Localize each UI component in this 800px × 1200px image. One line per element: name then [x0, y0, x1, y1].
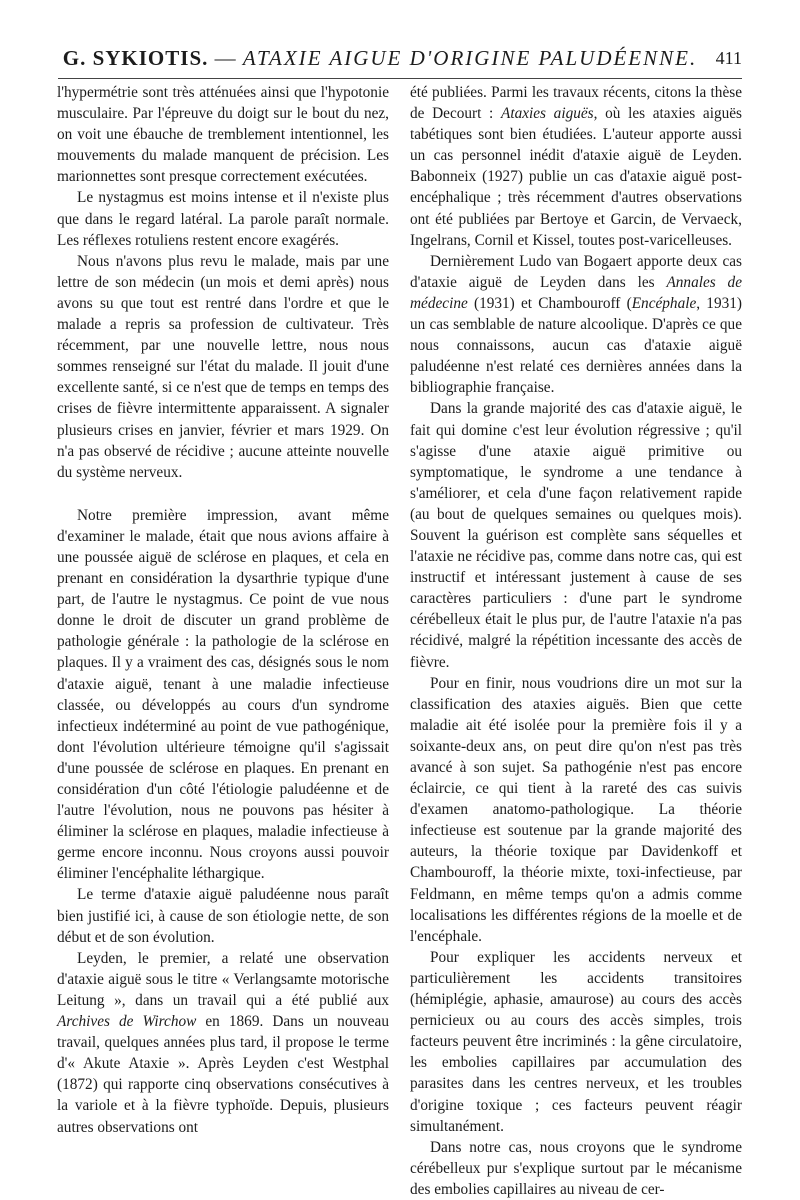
page-number: 411 [715, 48, 742, 68]
paragraph: Dans notre cas, nous croyons que le syndrome cérébelleux pur s'explique surtout par le mécanisme des embolies capillaires au niveau de cer- [410, 1138, 742, 1198]
text-run: , 1931) un cas semblable de nature alcoolique. D'après ce que nous connaissons, aucun cas d'ataxie aiguë paludéenne n'est relaté ces dernières années dans la bibliographie française. [410, 294, 742, 397]
left-column [57, 82, 389, 1138]
right-column [410, 82, 742, 1200]
journal-title: Encéphale [631, 294, 697, 312]
paragraph [57, 948, 389, 1138]
journal-title: Archives de Wirchow [57, 1013, 197, 1031]
paragraph: Le nystagmus est moins intense et il n'existe plus que dans le regard latéral. La parole paraît normale. Les réflexes rotuliens restent encore exagérés. [57, 189, 389, 249]
text-run: (1931) et Chambouroff ( [467, 294, 632, 312]
paragraph: Nous n'avons plus revu le malade, mais par une lettre de son médecin (un mois et demi après) nous avons su que tout est rentré dans l'ordre et que le malade a repris sa profession de cultivateur. Très récemment, par une nouvelle lettre, nous nous sommes renseigné sur l'état du malade. Il jouit d'une excellente santé, si ce n'est que de temps en temps des crises de fièvre intermittente apparaissent. A signaler plusieurs crises en janvier, février et mars 1929. On n'a pas observé de récidive ; aucune atteinte nouvelle du système nerveux. [57, 252, 389, 481]
thesis-title: Ataxies aiguës [500, 105, 594, 123]
text-run: Leyden, le premier, a relaté une observation d'ataxie aiguë sous le titre « Verlangsamte motorische Leitung », dans un travail qui a été publié aux [57, 949, 389, 1009]
paragraph: Pour expliquer les accidents nerveux et particulièrement les accidents transitoires (hémiplégie, aphasie, amaurose) au cours des accès pernicieux ou au cours des accès simples, trois facteurs peuvent être incriminés : la gêne circulatoire, les embolies capillaires par accumulation des parasites dans les centres nerveux, et les troubles d'origine toxique ; ces facteurs peuvent réagir simultanément. [410, 948, 742, 1135]
paragraph [410, 82, 742, 251]
paragraph: Pour en finir, nous voudrions dire un mot sur la classification des ataxies aiguës. Bien que cette maladie ait été isolée pour la première fois il y a soixante-deux ans, on peut dire qu'on n'est pas très avancé à son sujet. Sa pathogénie n'est pas encore éclaircie, ce qui tient à la rareté des cas suivis d'examen anatomo-pathologique. La théorie infectieuse est soutenue par la grande majorité des auteurs, la théorie toxique par Davidenkoff et Chambouroff, la théorie mixte, toxi-infectieuse, par Feldmann, en même temps qu'on a admis comme localisations les différentes régions de la moelle et de l'encéphale. [410, 674, 742, 945]
paragraph: Le terme d'ataxie aiguë paludéenne nous paraît bien justifié ici, à cause de son étiologie nette, de son début et de son évolution. [57, 886, 389, 946]
text-run: Dernièrement Ludo van Bogaert apporte deux cas d'ataxie aiguë de Leyden dans les [410, 252, 742, 291]
journal-title: Annales de médecine [410, 273, 742, 312]
header-dash: — [208, 46, 243, 70]
text-run: , où les ataxies aiguës tabétiques sont bien étudiées. L'auteur apporte aussi un cas personnel inédit d'ataxie aiguë de Leyden. Babonneix (1927) publie un cas d'ataxie aiguë post-encéphalique ; très récemment d'autres observations ont été publiées par Bertoye et Garcin, de Vervaeck, Ingelrans, Cornil et Kissel, toutes post-varicelleuses. [410, 105, 742, 249]
paragraph [410, 251, 742, 399]
paragraph: Notre première impression, avant même d'examiner le malade, était que nous avions affaire à une poussée aiguë de sclérose en plaques, et cela en prenant en considération la dysarthrie typique d'une part, de l'autre le nystagmus. Ce point de vue nous donne le droit de discuter un grand problème de pathologie générale : la pathologie de la sclérose en plaques. Il y a vraiment des cas, désignés sous le nom d'ataxie aiguë, tenant à une maladie infectieuse classée, ou développés au cours d'un syndrome infectieux indéterminé au point de vue pathogénique, dont l'évolution ultérieure témoigne qu'il s'agissait d'une poussée de sclérose en plaques. En prenant en considération d'un côté l'étiologie paludéenne et de l'autre l'évolution, nous ne pouvons pas hésiter à éliminer la sclérose en plaques, maladie infectieuse à germe encore inconnu. Nous croyons aussi pouvoir éliminer l'encéphalite léthargique. [57, 506, 389, 883]
paragraph: Dans la grande majorité des cas d'ataxie aiguë, le fait qui domine c'est leur évolution régressive ; qu'il s'agisse d'une ataxie aiguë primitive ou symptomatique, le syndrome a une tendance à s'améliorer, et cela d'une façon relativement rapide (au bout de quelques semaines ou quelques mois). Souvent la guérison est complète sans séquelles et l'ataxie ne récidive pas, comme dans notre cas, qui est instructif et intéressant justement à cause de ses caractères particuliers : d'une part le syndrome cérébelleux était le plus pur, de l'autre l'ataxie n'a pas récidivé, malgré la répétition incessante des accès de fièvre. [410, 400, 742, 671]
text-run: été publiées. Parmi les travaux récents, citons la thèse de Decourt : [410, 84, 742, 123]
text-run: en 1869. Dans un nouveau travail, quelques années plus tard, il propose le terme d'« Akute Ataxie ». Après Leyden c'est Westphal (1872) qui rapporte cinq observations consécutives à la variole et à la fièvre typhoïde. Depuis, plusieurs autres observations ont [57, 1013, 389, 1136]
running-head-text [58, 46, 702, 71]
running-header [58, 44, 742, 79]
header-title: ATAXIE AIGUE D'ORIGINE PALUDÉENNE. [242, 46, 698, 70]
paragraph: l'hypermétrie sont très atténuées ainsi que l'hypotonie musculaire. Par l'épreuve du doigt sur le bout du nez, on voit une ébauche de tremblement intentionnel, les mouvements du malade manquent de précision. Les marionnettes sont presque correctement exécutées. [57, 84, 389, 186]
header-author: G. SYKIOTIS. [62, 46, 209, 70]
